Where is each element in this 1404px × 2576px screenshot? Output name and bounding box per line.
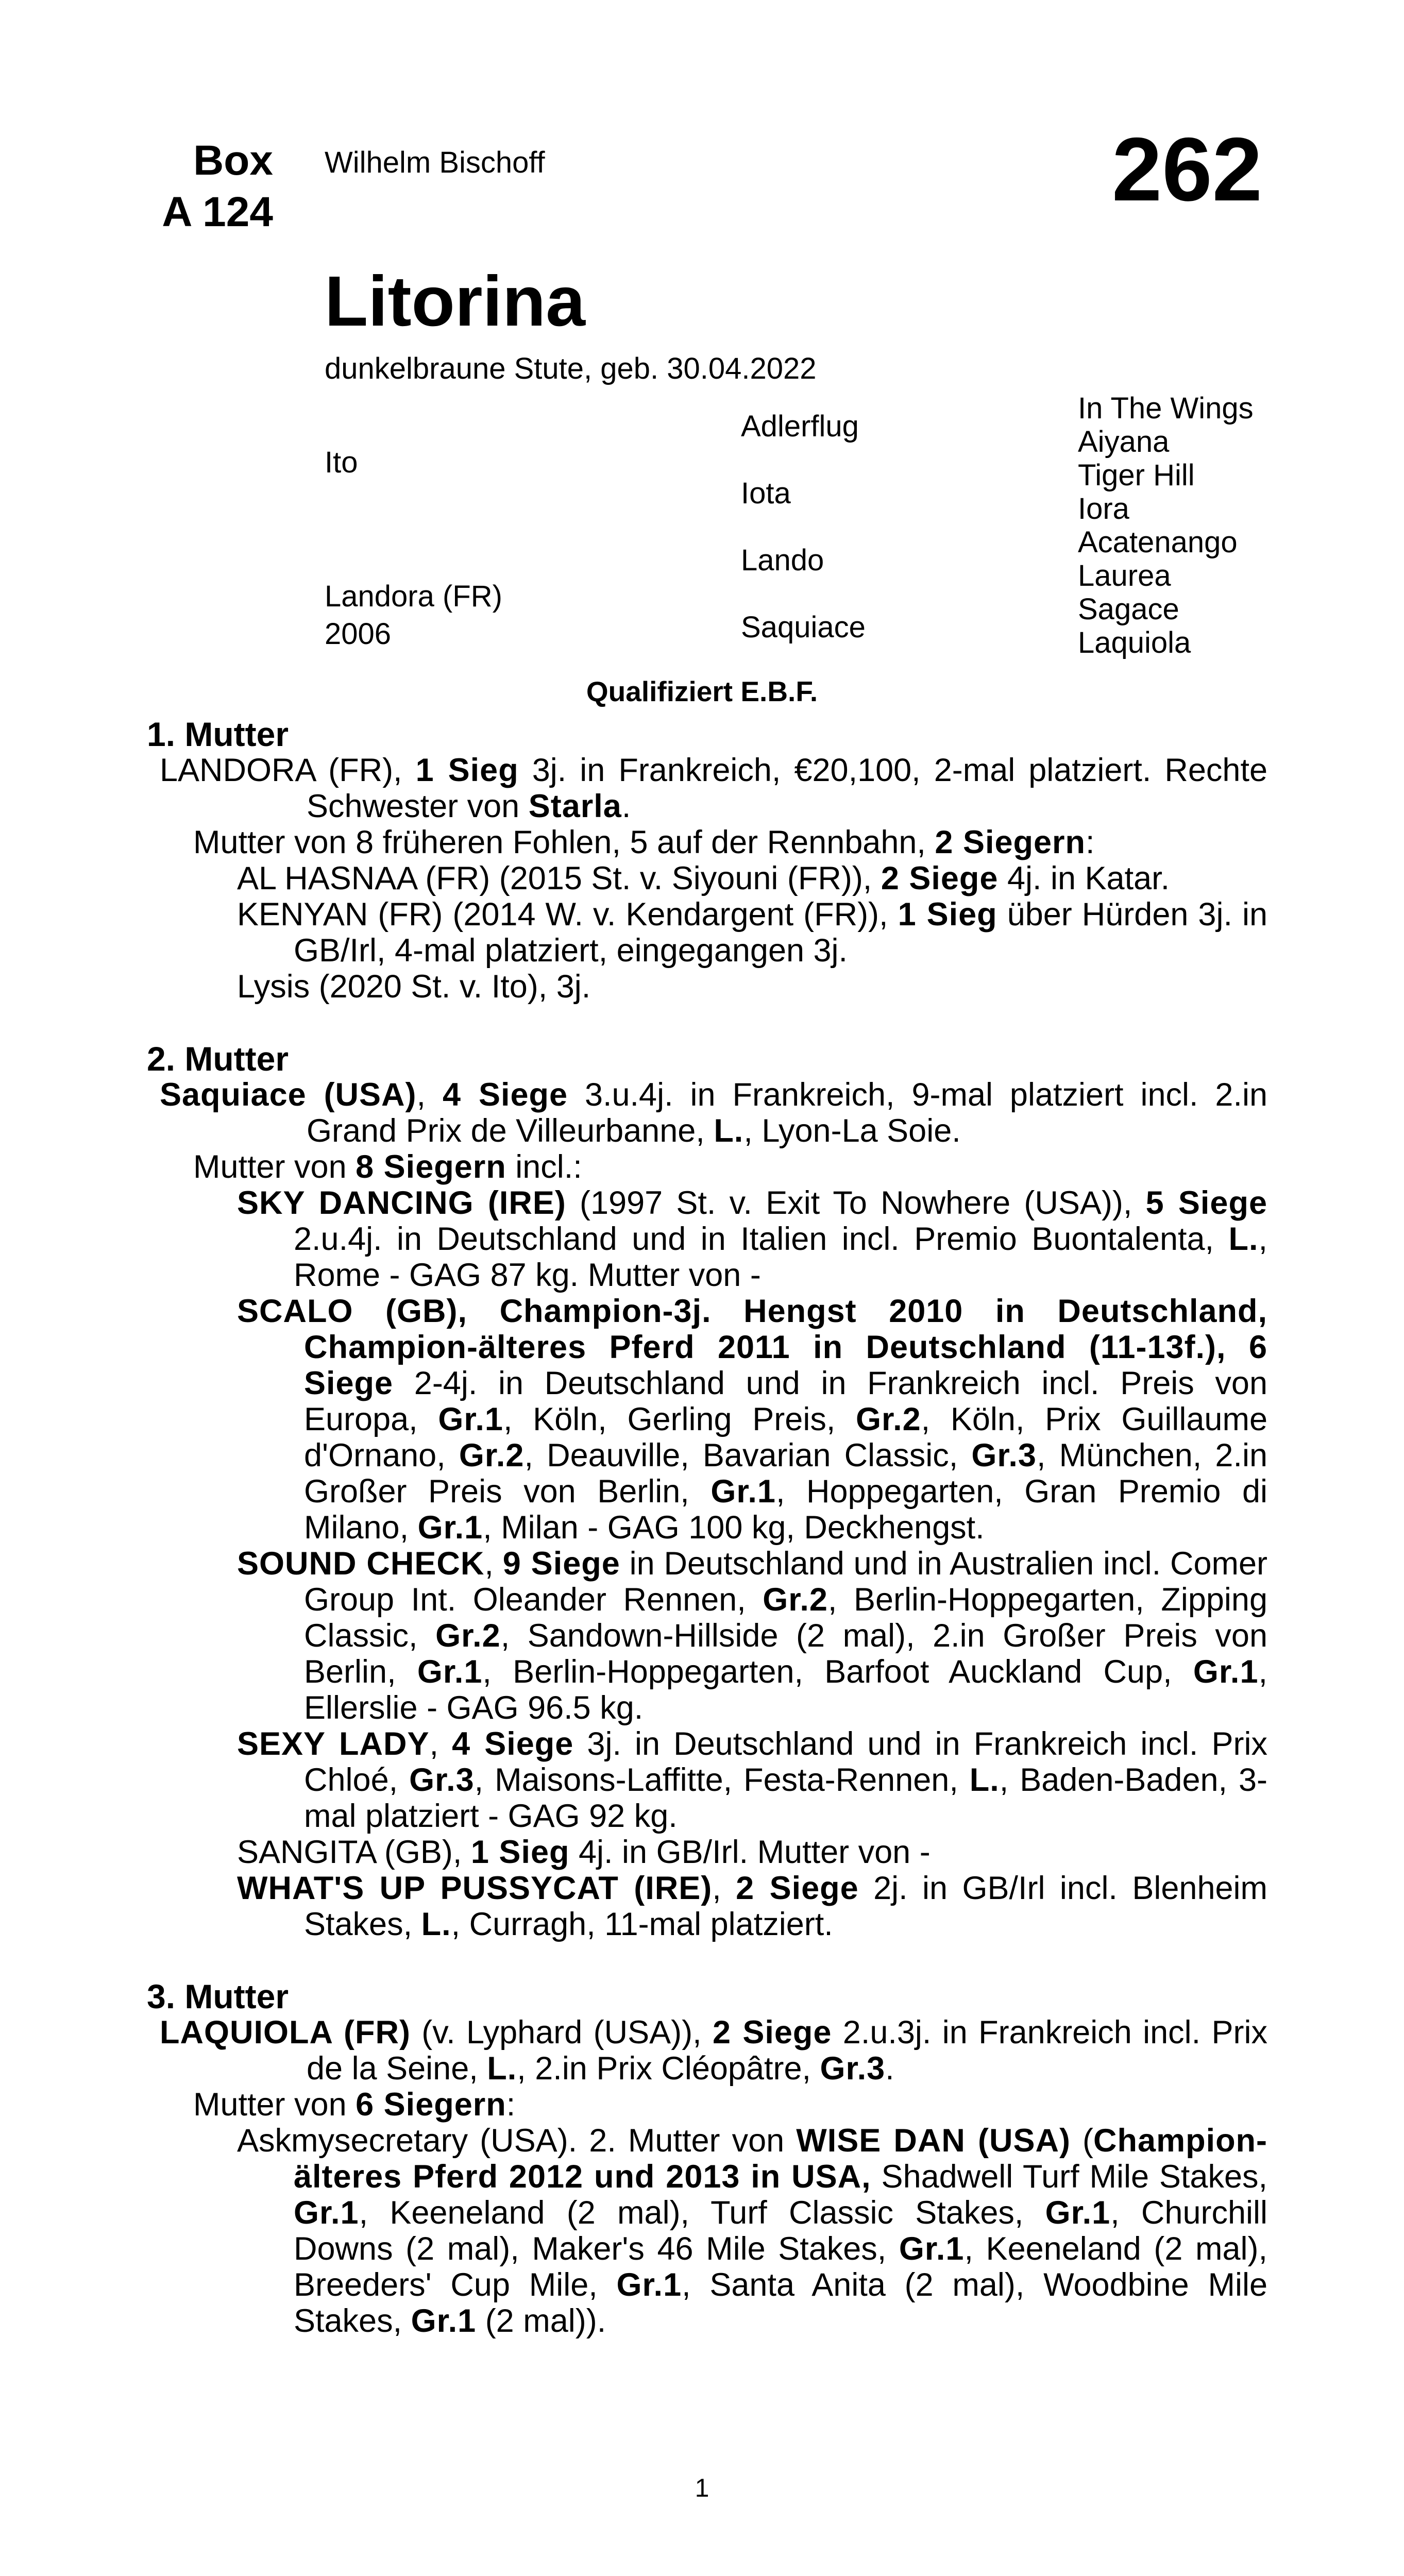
entry-text: in Deutschland und in Australien incl. Comer Group Int. Oleander Rennen, (304, 1546, 1267, 1618)
pedigree-great-grandparent: Laurea (1078, 559, 1171, 592)
pedigree-family-notes (147, 716, 1267, 2339)
section-spacer (147, 1005, 1267, 1041)
bold-text: Gr.1 (411, 2303, 477, 2339)
entry-text: Askmysecretary (USA). 2. Mutter von (237, 2123, 797, 2159)
bold-text: Gr.1 (294, 2195, 359, 2231)
entry-text: , Rome - GAG 87 kg. Mutter von - (294, 1221, 1267, 1293)
pedigree-great-grandparent: Acatenango (1078, 526, 1238, 559)
entry-text: SANGITA (GB), (237, 1834, 471, 1870)
bold-text: SEXY LADY (237, 1726, 430, 1762)
entry-text: 2.u.4j. in Deutschland und in Italien incl. Premio Buontalenta, (294, 1221, 1229, 1257)
entry-text: 2.u.3j. in Frankreich incl. Prix de la Seine, (307, 2014, 1267, 2087)
entry-text: , (429, 1726, 452, 1762)
pedigree-grandparent: Saquiace (741, 611, 866, 644)
pedigree-dam: Landora (FR) (325, 580, 502, 613)
family-entry (147, 1149, 1267, 1185)
bold-text: L. (487, 2050, 517, 2087)
pedigree-sire: Ito (325, 446, 358, 479)
entry-text: Mutter von 8 früheren Fohlen, 5 auf der Rennbahn, (193, 824, 935, 860)
entry-text: . (885, 2050, 894, 2087)
entry-text: , Berlin-Hoppegarten, Barfoot Auckland Cup, (482, 1654, 1193, 1690)
entry-text: . (621, 788, 631, 824)
family-entry (147, 1834, 1267, 1870)
entry-text: , Santa Anita (2 mal), Woodbine Mile Stakes, (294, 2267, 1267, 2339)
bold-text: Gr.1 (1193, 1654, 1259, 1690)
bold-text: L. (421, 1906, 451, 1942)
bold-text: Gr.1 (438, 1401, 503, 1437)
bold-text: L. (1228, 1221, 1259, 1257)
bold-text: Saquiace (USA) (160, 1077, 417, 1113)
family-entry (147, 1870, 1267, 1942)
dam-section (147, 1041, 1267, 1942)
entry-text: (2 mal)). (476, 2303, 606, 2339)
entry-text: Lysis (2020 St. v. Ito), 3j. (237, 969, 591, 1005)
entry-text: : (1086, 824, 1095, 860)
bold-text: 1 Sieg (470, 1834, 570, 1870)
bold-text: 4 Siege (452, 1726, 574, 1762)
entry-text: , Ellerslie - GAG 96.5 kg. (304, 1654, 1267, 1726)
horse-description: dunkelbraune Stute, geb. 30.04.2022 (325, 352, 817, 385)
bold-text: Gr.3 (409, 1762, 475, 1798)
entry-text: 2j. in GB/Irl incl. Blenheim Stakes, (304, 1870, 1267, 1942)
bold-text: Starla (528, 788, 622, 824)
entry-text: LANDORA (FR), (160, 752, 416, 788)
bold-text: 2 Siege (712, 2014, 832, 2050)
pedigree-great-grandparent: Sagace (1078, 592, 1179, 626)
entry-text: KENYAN (FR) (2014 W. v. Kendargent (FR)), (237, 896, 898, 933)
entry-text: : (506, 2087, 516, 2123)
entry-text: , Churchill Downs (2 mal), Maker's 46 Mile Stakes, (294, 2195, 1267, 2267)
bold-text: LAQUIOLA (FR) (160, 2014, 411, 2050)
entry-text: Mutter von (193, 1149, 356, 1185)
bold-text: Gr.1 (899, 2231, 965, 2267)
entry-text: , (712, 1870, 736, 1906)
entry-text: incl.: (506, 1149, 582, 1185)
pedigree-great-grandparent: Aiyana (1078, 425, 1170, 459)
entry-text: über Hürden 3j. in GB/Irl, 4-mal platziert, eingegangen 3j. (294, 896, 1267, 969)
entry-text: , Milan - GAG 100 kg, Deckhengst. (483, 1510, 985, 1546)
entry-text: , Keeneland (2 mal), Breeders' Cup Mile, (294, 2231, 1267, 2303)
family-entry (147, 1726, 1267, 1834)
bold-text: 2 Siege (736, 1870, 859, 1906)
entry-text: , Baden-Baden, 3-mal platziert - GAG 92 kg. (304, 1762, 1267, 1834)
bold-text: 6 Siegern (356, 2087, 506, 2123)
page-number: 1 (695, 2473, 709, 2502)
entry-text: , München, 2.in Großer Preis von Berlin, (304, 1437, 1267, 1510)
box-label (144, 135, 273, 238)
entry-text: (v. Lyphard (USA)), (410, 2014, 713, 2050)
family-entry (147, 2123, 1267, 2339)
section-spacer (147, 1942, 1267, 1978)
entry-text: , Deauville, Bavarian Classic, (524, 1437, 972, 1473)
bold-text: Gr.2 (763, 1582, 828, 1618)
bold-text: 2 Siegern (935, 824, 1086, 860)
bold-text: Gr.1 (616, 2267, 682, 2303)
bold-text: L. (969, 1762, 1000, 1798)
pedigree-great-grandparent: Laquiola (1078, 626, 1191, 659)
pedigree-grandparent: Iota (741, 477, 791, 510)
entry-text: , 2.in Prix Cléopâtre, (517, 2050, 820, 2087)
bold-text: 1 Sieg (415, 752, 519, 788)
entry-text: 2-4j. in Deutschland und in Frankreich incl. Preis von Europa, (304, 1365, 1267, 1437)
entry-text: Shadwell Turf Mile Stakes, (871, 2159, 1267, 2195)
bold-text: Gr.1 (1045, 2195, 1111, 2231)
bold-text: Gr.1 (417, 1510, 483, 1546)
family-entry (147, 896, 1267, 969)
family-entry (147, 1185, 1267, 1293)
box-label-line1: Box (193, 137, 273, 184)
bold-text: Gr.3 (971, 1437, 1037, 1473)
bold-text: WHAT'S UP PUSSYCAT (IRE) (237, 1870, 713, 1906)
entry-text: , Maisons-Laffitte, Festa-Rennen, (474, 1762, 970, 1798)
bold-text: Champion-älteres Pferd 2012 und 2013 in USA, (294, 2123, 1268, 2195)
family-entry (147, 752, 1267, 824)
entry-text: ( (1070, 2123, 1094, 2159)
entry-text: , Sandown-Hillside (2 mal), 2.in Großer Preis von Berlin, (304, 1618, 1267, 1690)
section-title: 1. Mutter (147, 715, 289, 753)
entry-text: , Keeneland (2 mal), Turf Classic Stakes, (359, 2195, 1045, 2231)
bold-text: L. (714, 1113, 744, 1149)
family-entry (147, 1293, 1267, 1546)
section-title: 3. Mutter (147, 1977, 289, 2015)
entry-text: , Köln, Gerling Preis, (503, 1401, 856, 1437)
section-title: 2. Mutter (147, 1040, 289, 1078)
pedigree-grandparent: Lando (741, 544, 824, 577)
family-entry (147, 2087, 1267, 2123)
pedigree-great-grandparent: In The Wings (1078, 392, 1254, 425)
entry-text: , Lyon-La Soie. (743, 1113, 961, 1149)
family-entry (147, 2014, 1267, 2087)
bold-text: Gr.1 (711, 1473, 776, 1510)
pedigree-grandparent: Adlerflug (741, 410, 859, 443)
pedigree-great-grandparent: Tiger Hill (1078, 459, 1195, 492)
bold-text: WISE DAN (USA) (796, 2123, 1071, 2159)
family-entry (147, 824, 1267, 860)
pedigree-great-grandparent: Iora (1078, 492, 1129, 526)
bold-text: Gr.3 (820, 2050, 886, 2087)
entry-text: 4j. in Katar. (998, 860, 1170, 896)
entry-text: , Curragh, 11-mal platziert. (451, 1906, 833, 1942)
entry-text: Mutter von (193, 2087, 356, 2123)
bold-text: Gr.1 (417, 1654, 483, 1690)
lot-number: 262 (1112, 120, 1262, 220)
bold-text: Gr.2 (856, 1401, 921, 1437)
bold-text: 8 Siegern (356, 1149, 506, 1185)
dam-section (147, 716, 1267, 1005)
bold-text: Gr.2 (459, 1437, 525, 1473)
bold-text: SOUND CHECK (237, 1546, 485, 1582)
box-number: A 124 (162, 189, 273, 235)
family-entry (147, 860, 1267, 896)
entry-text: , Köln, Prix Guillaume d'Ornano, (304, 1401, 1267, 1473)
entry-text: , (484, 1546, 503, 1582)
entry-text: 4j. in GB/Irl. Mutter von - (569, 1834, 931, 1870)
family-entry (147, 1546, 1267, 1726)
bold-text: SCALO (GB), Champion-3j. Hengst 2010 in Deutschland, Champion-älteres Pferd 2011 in Deutschland (11-13f.), 6 Siege (237, 1293, 1267, 1401)
entry-text: 3j. in Frankreich, €20,100, 2-mal platziert. Rechte Schwester von (307, 752, 1267, 824)
bold-text: 2 Siege (881, 860, 999, 896)
owner-name: Wilhelm Bischoff (325, 146, 545, 179)
entry-text: , Hoppegarten, Gran Premio di Milano, (304, 1473, 1267, 1546)
entry-text: AL HASNAA (FR) (2015 St. v. Siyouni (FR)), (237, 860, 881, 896)
bold-text: 4 Siege (442, 1077, 568, 1113)
entry-text: , (416, 1077, 443, 1113)
bold-text: 1 Sieg (898, 896, 997, 933)
pedigree-dam-year: 2006 (325, 617, 392, 651)
entry-text: 3.u.4j. in Frankreich, 9-mal platziert incl. 2.in Grand Prix de Villeurbanne, (307, 1077, 1267, 1149)
entry-text: 3j. in Deutschland und in Frankreich incl. Prix Chloé, (304, 1726, 1268, 1798)
family-entry (147, 969, 1267, 1005)
family-entry (147, 1077, 1267, 1149)
horse-name: Litorina (325, 262, 585, 341)
bold-text: 5 Siege (1145, 1185, 1267, 1221)
bold-text: SKY DANCING (IRE) (237, 1185, 566, 1221)
bold-text: Gr.2 (435, 1618, 501, 1654)
entry-text: (1997 St. v. Exit To Nowhere (USA)), (566, 1185, 1146, 1221)
bold-text: 9 Siege (502, 1546, 620, 1582)
entry-text: , Berlin-Hoppegarten, Zipping Classic, (304, 1582, 1267, 1654)
qualification-note: Qualifiziert E.B.F. (586, 675, 818, 707)
dam-section (147, 1978, 1267, 2339)
